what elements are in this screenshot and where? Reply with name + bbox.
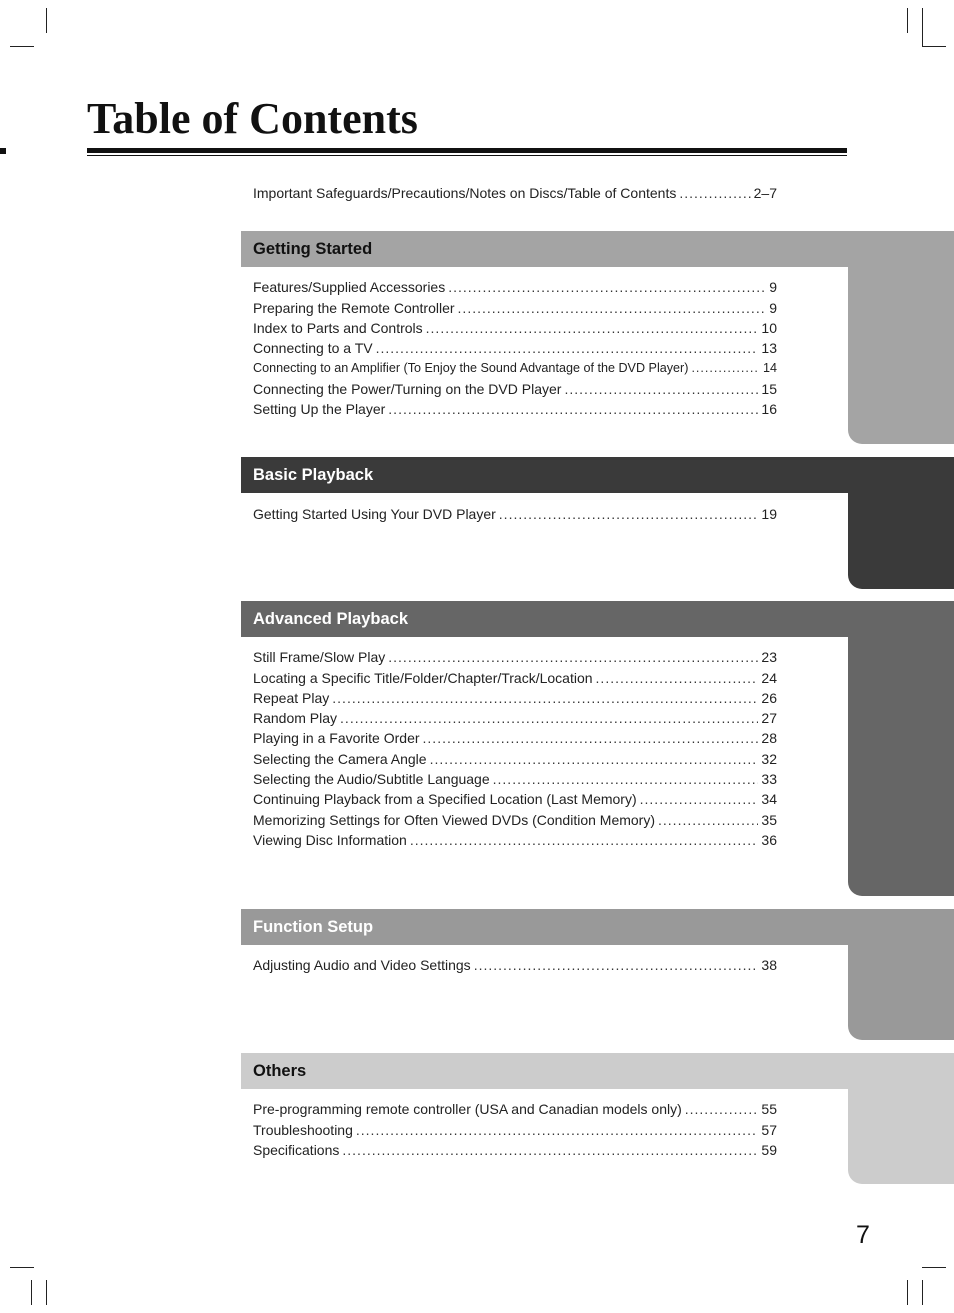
- toc-entry-title: Index to Parts and Controls: [253, 320, 423, 336]
- toc-entry-title: Connecting to an Amplifier (To Enjoy the Sound Advantage of the DVD Player): [253, 361, 689, 375]
- toc-entry-page: 34: [761, 791, 777, 807]
- toc-entry-title: Repeat Play: [253, 690, 330, 706]
- toc-entry-page: 55: [761, 1101, 777, 1117]
- toc-entry[interactable]: [253, 790, 777, 808]
- toc-entry-title: Random Play: [253, 710, 338, 726]
- toc-entry-page: 32: [761, 751, 777, 767]
- crop-mark: [907, 8, 908, 33]
- toc-entry[interactable]: [253, 811, 777, 829]
- leader-dots: [448, 278, 766, 296]
- leader-dots: [376, 339, 759, 357]
- toc-entry[interactable]: [253, 380, 777, 398]
- leader-dots: [640, 790, 759, 808]
- page-title: Table of Contents: [87, 94, 418, 143]
- leader-dots: [679, 184, 750, 202]
- leader-dots: [332, 689, 758, 707]
- toc-entry-page: 26: [761, 690, 777, 706]
- toc-entry-page: 14: [762, 361, 777, 375]
- leader-dots: [423, 729, 759, 747]
- toc-entry-title: Specifications: [253, 1142, 340, 1158]
- toc-entry-page: 15: [761, 381, 777, 397]
- toc-entry-page: 35: [761, 812, 777, 828]
- toc-entry[interactable]: [253, 359, 777, 377]
- crop-mark: [907, 1280, 908, 1305]
- toc-entry-title: Troubleshooting: [253, 1122, 353, 1138]
- toc-entry[interactable]: [253, 1141, 777, 1159]
- leader-dots: [356, 1121, 759, 1139]
- leader-dots: [564, 380, 758, 398]
- toc-entry-page: 28: [761, 730, 777, 746]
- toc-entry-title: Setting Up the Player: [253, 401, 386, 417]
- toc-entry[interactable]: [253, 669, 777, 687]
- toc-entry[interactable]: [253, 339, 777, 357]
- toc-entry-page: 33: [761, 771, 777, 787]
- toc-entry-title: Playing in a Favorite Order: [253, 730, 420, 746]
- toc-entry[interactable]: [253, 505, 777, 523]
- toc-entry-title: Connecting to a TV: [253, 340, 373, 356]
- toc-entry-intro[interactable]: [253, 184, 777, 202]
- leader-dots: [342, 1141, 758, 1159]
- section-heading: Function Setup: [253, 918, 374, 936]
- leader-dots: [493, 770, 759, 788]
- section-heading: Getting Started: [253, 240, 373, 258]
- toc-entry-title: Locating a Specific Title/Folder/Chapter/Track/Location: [253, 670, 593, 686]
- crop-mark: [46, 8, 47, 33]
- leader-dots: [474, 956, 759, 974]
- page-number: 7: [856, 1221, 870, 1249]
- toc-entry-title: Features/Supplied Accessories: [253, 279, 446, 295]
- toc-entry-page: 9: [769, 300, 777, 316]
- toc-entry[interactable]: [253, 831, 777, 849]
- leader-dots: [410, 831, 759, 849]
- section-band-getting-started: [241, 231, 954, 267]
- toc-entry-page: 36: [761, 832, 777, 848]
- leader-dots: [658, 811, 758, 829]
- crop-mark: [922, 46, 946, 47]
- toc-entry-title: Important Safeguards/Precautions/Notes on Discs/Table of Contents: [253, 185, 677, 201]
- leader-dots: [426, 319, 759, 337]
- toc-entry-title: Selecting the Camera Angle: [253, 751, 427, 767]
- toc-entry-page: 9: [769, 279, 777, 295]
- section-heading: Others: [253, 1062, 307, 1080]
- crop-mark: [922, 1267, 946, 1268]
- toc-entry-page: 13: [761, 340, 777, 356]
- crop-mark: [10, 1267, 34, 1268]
- toc-entry[interactable]: [253, 729, 777, 747]
- section-heading: Advanced Playback: [253, 610, 408, 628]
- crop-mark: [31, 1280, 32, 1305]
- registration-mark: [0, 148, 6, 154]
- toc-entry-page: 38: [761, 957, 777, 973]
- toc-entry[interactable]: [253, 400, 777, 418]
- toc-entry[interactable]: [253, 750, 777, 768]
- crop-mark: [46, 1280, 47, 1305]
- toc-entry[interactable]: [253, 648, 777, 666]
- crop-mark: [922, 1280, 923, 1305]
- toc-entry-title: Connecting the Power/Turning on the DVD Player: [253, 381, 562, 397]
- toc-entry-page: 57: [761, 1122, 777, 1138]
- leader-dots: [388, 648, 758, 666]
- toc-entry-title: Still Frame/Slow Play: [253, 649, 386, 665]
- leader-dots: [685, 1100, 759, 1118]
- toc-entry[interactable]: [253, 770, 777, 788]
- leader-dots: [458, 299, 767, 317]
- toc-entry[interactable]: [253, 1121, 777, 1139]
- toc-entry-page: 10: [761, 320, 777, 336]
- toc-entry-title: Continuing Playback from a Specified Location (Last Memory): [253, 791, 637, 807]
- crop-mark: [922, 8, 923, 46]
- toc-entry-page: 59: [761, 1142, 777, 1158]
- title-rule-thin: [87, 155, 847, 156]
- toc-entry-page: 27: [761, 710, 777, 726]
- toc-entry-title: Getting Started Using Your DVD Player: [253, 506, 496, 522]
- toc-entry[interactable]: [253, 319, 777, 337]
- toc-entry[interactable]: [253, 1100, 777, 1118]
- section-band-basic-playback: [241, 457, 954, 493]
- section-band-advanced-playback: [241, 601, 954, 637]
- toc-entry-title: Pre-programming remote controller (USA and Canadian models only): [253, 1101, 682, 1117]
- section-band-others: [241, 1053, 954, 1089]
- leader-dots: [499, 505, 759, 523]
- toc-entry-title: Selecting the Audio/Subtitle Language: [253, 771, 490, 787]
- toc-entry-page: 16: [761, 401, 777, 417]
- toc-entry-title: Memorizing Settings for Often Viewed DVDs (Condition Memory): [253, 812, 656, 828]
- leader-dots: [691, 359, 760, 377]
- toc-entry[interactable]: [253, 709, 777, 727]
- toc-entry-title: Preparing the Remote Controller: [253, 300, 455, 316]
- toc-entry-title: Adjusting Audio and Video Settings: [253, 957, 471, 973]
- toc-entry[interactable]: [253, 278, 777, 296]
- toc-entry-page: 2–7: [753, 185, 777, 201]
- toc-entry[interactable]: [253, 299, 777, 317]
- title-rule: [87, 148, 847, 153]
- leader-dots: [340, 709, 758, 727]
- toc-entry[interactable]: [253, 956, 777, 974]
- toc-entry-page: 23: [761, 649, 777, 665]
- toc-entry-title: Viewing Disc Information: [253, 832, 407, 848]
- toc-entry-page: 24: [761, 670, 777, 686]
- crop-mark: [10, 46, 34, 47]
- toc-entry[interactable]: [253, 689, 777, 707]
- leader-dots: [596, 669, 759, 687]
- section-tab-advanced-playback[interactable]: [848, 601, 954, 896]
- leader-dots: [388, 400, 758, 418]
- section-heading: Basic Playback: [253, 466, 374, 484]
- leader-dots: [430, 750, 759, 768]
- toc-entry-page: 19: [761, 506, 777, 522]
- section-band-function-setup: [241, 909, 954, 945]
